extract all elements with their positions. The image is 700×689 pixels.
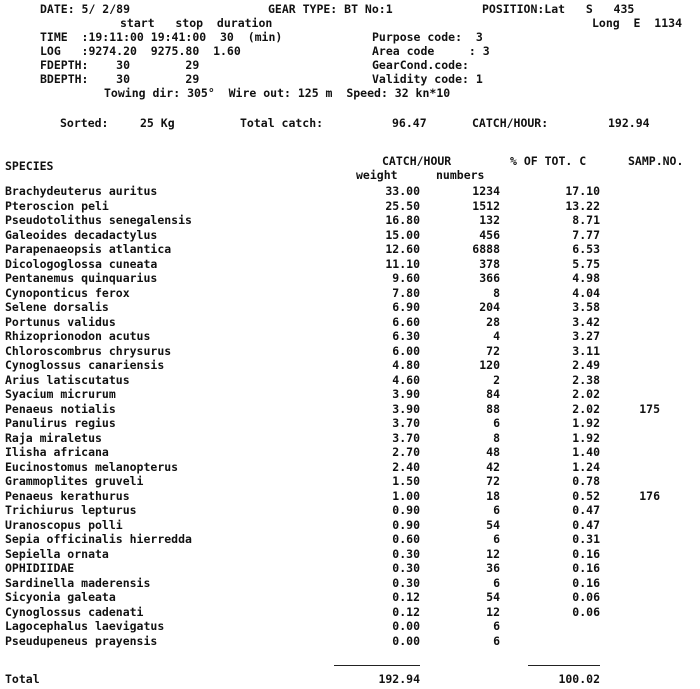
numbers-cell: 378	[479, 256, 500, 271]
weight-cell: 0.12	[392, 590, 420, 604]
species-cell: Penaeus notialis	[5, 401, 116, 416]
species-cell: Parapenaeopsis atlantica	[5, 242, 172, 256]
catch-hour-value: 192.94	[608, 116, 650, 130]
percent-cell: 13.22	[565, 198, 600, 213]
area-code-line: Area code : 3	[372, 44, 490, 58]
weight-cell: 1.50	[392, 474, 420, 488]
weight-cell: 2.70	[392, 445, 420, 459]
weight-cell: 1.00	[392, 488, 420, 503]
species-cell: Rhizoprionodon acutus	[5, 329, 151, 343]
position-line: POSITION:Lat S 435	[482, 2, 635, 16]
percent-cell: 2.49	[572, 358, 600, 372]
table-row	[0, 504, 700, 518]
numbers-cell: 366	[479, 271, 500, 285]
numbers-cell: 72	[486, 343, 500, 358]
table-row	[0, 229, 700, 243]
percent-cell: 2.38	[572, 372, 600, 387]
table-row	[0, 519, 700, 533]
sample-number-header: SAMP.NO.	[628, 154, 684, 168]
percent-cell: 1.92	[572, 430, 600, 445]
table-row	[0, 185, 700, 199]
numbers-cell: 456	[479, 227, 500, 242]
weight-header: weight	[356, 168, 398, 182]
weight-cell: 6.00	[392, 343, 420, 358]
gear-cond-line: GearCond.code:	[372, 58, 469, 72]
sorted-label: Sorted:	[60, 116, 109, 130]
species-cell: Selene dorsalis	[5, 300, 109, 314]
weight-cell: 11.10	[385, 256, 420, 271]
species-cell: Sardinella maderensis	[5, 575, 151, 590]
catch-hour-label: CATCH/HOUR:	[472, 116, 549, 130]
table-row	[0, 243, 700, 257]
log-line: LOG :9274.20 9275.80 1.60	[40, 44, 241, 58]
species-cell: Lagocephalus laevigatus	[5, 619, 165, 633]
purpose-code-line: Purpose code: 3	[372, 30, 483, 44]
weight-cell: 0.00	[392, 619, 420, 633]
percent-cell: 0.78	[572, 474, 600, 488]
species-cell: Sepia officinalis hierredda	[5, 532, 192, 546]
table-row	[0, 345, 700, 359]
weight-cell: 3.70	[392, 416, 420, 430]
percent-cell: 2.02	[572, 387, 600, 401]
numbers-cell: 132	[479, 213, 500, 227]
weight-cell: 3.70	[392, 430, 420, 445]
percent-cell: 0.31	[572, 532, 600, 546]
total-catch-label: Total catch:	[240, 116, 324, 130]
weight-cell: 0.90	[392, 503, 420, 517]
weight-cell: 4.80	[392, 358, 420, 372]
numbers-cell: 12	[486, 546, 500, 561]
percent-cell: 3.58	[572, 300, 600, 314]
table-row	[0, 330, 700, 344]
species-cell: Cynoponticus ferox	[5, 285, 130, 300]
weight-cell: 9.60	[392, 271, 420, 285]
percent-cell: 4.98	[572, 271, 600, 285]
numbers-cell: 8	[493, 430, 500, 445]
total-label: Total	[5, 672, 40, 686]
numbers-cell: 2	[493, 372, 500, 387]
numbers-cell: 8	[493, 285, 500, 300]
species-cell: Pseudotolithus senegalensis	[5, 213, 192, 227]
pct-total-header: % OF TOT. C	[510, 154, 587, 168]
table-row	[0, 432, 700, 446]
table-row	[0, 417, 700, 431]
numbers-cell: 12	[486, 604, 500, 619]
species-cell: Raja miraletus	[5, 430, 102, 445]
table-row	[0, 635, 700, 649]
table-row	[0, 258, 700, 272]
species-header: SPECIES	[5, 159, 54, 173]
total-weight: 192.94	[378, 672, 420, 686]
species-cell: Cynoglossus canariensis	[5, 358, 165, 372]
species-cell: Ilisha africana	[5, 445, 109, 459]
weight-total-rule	[334, 665, 420, 666]
species-cell: Grammoplites gruveli	[5, 474, 144, 488]
percent-cell: 2.02	[572, 401, 600, 416]
percent-cell: 3.11	[572, 343, 600, 358]
numbers-cell: 6	[493, 633, 500, 648]
species-cell: Syacium micrurum	[5, 387, 116, 401]
weight-cell: 2.40	[392, 459, 420, 474]
table-row	[0, 475, 700, 489]
percent-cell: 0.47	[572, 517, 600, 532]
numbers-header: numbers	[436, 168, 485, 182]
table-row	[0, 272, 700, 286]
table-row	[0, 606, 700, 620]
species-cell: Uranoscopus polli	[5, 517, 123, 532]
table-row	[0, 446, 700, 460]
weight-cell: 7.80	[392, 285, 420, 300]
numbers-cell: 6	[493, 532, 500, 546]
column-heads: start stop duration	[120, 16, 273, 30]
weight-cell: 0.00	[392, 633, 420, 648]
numbers-cell: 6	[493, 575, 500, 590]
date-line: DATE: 5/ 2/89	[40, 2, 131, 16]
sorted-value: 25 Kg	[140, 116, 175, 130]
species-cell: Dicologoglossa cuneata	[5, 256, 158, 271]
numbers-cell: 204	[479, 300, 500, 314]
gear-type-line: GEAR TYPE: BT No:1	[268, 2, 393, 16]
table-row	[0, 403, 700, 417]
weight-cell: 3.90	[392, 401, 420, 416]
catch-hour-header: CATCH/HOUR	[382, 154, 452, 168]
weight-cell: 16.80	[385, 213, 420, 227]
numbers-cell: 120	[479, 358, 500, 372]
percent-cell: 0.47	[572, 503, 600, 517]
table-row	[0, 301, 700, 315]
weight-cell: 15.00	[385, 227, 420, 242]
numbers-cell: 72	[486, 474, 500, 488]
towing-line: Towing dir: 305° Wire out: 125 m Speed: 32 kn*10	[104, 86, 451, 100]
bdepth-line: BDEPTH: 30 29	[40, 72, 200, 86]
table-row	[0, 548, 700, 562]
numbers-cell: 6	[493, 503, 500, 517]
sample-number-cell: 175	[639, 401, 660, 416]
species-cell: Pteroscion peli	[5, 198, 109, 213]
table-row	[0, 388, 700, 402]
table-row	[0, 461, 700, 475]
table-row	[0, 562, 700, 576]
percent-cell: 7.77	[572, 227, 600, 242]
percent-cell: 1.40	[572, 445, 600, 459]
species-cell: Pseudupeneus prayensis	[5, 633, 158, 648]
species-cell: Trichiurus lepturus	[5, 503, 137, 517]
weight-cell: 0.30	[392, 575, 420, 590]
species-cell: Panulirus regius	[5, 416, 116, 430]
numbers-cell: 6888	[472, 242, 500, 256]
table-row	[0, 287, 700, 301]
table-row	[0, 214, 700, 228]
weight-cell: 0.30	[392, 546, 420, 561]
percent-cell: 1.92	[572, 416, 600, 430]
total-percent: 100.02	[558, 672, 600, 686]
weight-cell: 33.00	[385, 184, 420, 198]
table-row	[0, 359, 700, 373]
table-row	[0, 620, 700, 634]
numbers-cell: 84	[486, 387, 500, 401]
table-row	[0, 316, 700, 330]
species-cell: Pentanemus quinquarius	[5, 271, 158, 285]
weight-cell: 6.90	[392, 300, 420, 314]
sample-number-cell: 176	[639, 488, 660, 503]
species-cell: Cynoglossus cadenati	[5, 604, 144, 619]
weight-cell: 3.90	[392, 387, 420, 401]
percent-cell: 3.27	[572, 329, 600, 343]
table-row	[0, 577, 700, 591]
numbers-cell: 88	[486, 401, 500, 416]
weight-cell: 6.30	[392, 329, 420, 343]
percent-cell: 3.42	[572, 314, 600, 329]
species-cell: Sepiella ornata	[5, 546, 109, 561]
percent-cell: 4.04	[572, 285, 600, 300]
weight-cell: 0.12	[392, 604, 420, 619]
numbers-cell: 4	[493, 329, 500, 343]
percent-cell: 0.16	[572, 546, 600, 561]
weight-cell: 0.30	[392, 561, 420, 575]
species-cell: Galeoides decadactylus	[5, 227, 158, 242]
table-row	[0, 490, 700, 504]
species-cell: OPHIDIIDAE	[5, 561, 75, 575]
percent-cell: 0.06	[572, 590, 600, 604]
numbers-cell: 48	[486, 445, 500, 459]
species-cell: Chloroscombrus chrysurus	[5, 343, 172, 358]
longitude-line: Long E 1134	[592, 16, 683, 30]
numbers-cell: 6	[493, 416, 500, 430]
weight-cell: 0.60	[392, 532, 420, 546]
weight-cell: 0.90	[392, 517, 420, 532]
weight-cell: 6.60	[392, 314, 420, 329]
percent-cell: 0.16	[572, 561, 600, 575]
numbers-cell: 54	[486, 590, 500, 604]
weight-cell: 4.60	[392, 372, 420, 387]
percent-cell: 0.06	[572, 604, 600, 619]
time-line: TIME :19:11:00 19:41:00 30 (min)	[40, 30, 283, 44]
percent-cell: 6.53	[572, 242, 600, 256]
percent-cell: 8.71	[572, 213, 600, 227]
weight-cell: 12.60	[385, 242, 420, 256]
percent-cell: 1.24	[572, 459, 600, 474]
table-row	[0, 200, 700, 214]
percent-cell: 17.10	[565, 184, 600, 198]
species-cell: Arius latiscutatus	[5, 372, 130, 387]
total-catch-value: 96.47	[392, 116, 427, 130]
species-cell: Sicyonia galeata	[5, 590, 116, 604]
percent-cell: 5.75	[572, 256, 600, 271]
table-row	[0, 533, 700, 547]
pct-total-rule	[528, 665, 600, 666]
table-row	[0, 374, 700, 388]
numbers-cell: 18	[486, 488, 500, 503]
fdepth-line: FDEPTH: 30 29	[40, 58, 200, 72]
percent-cell: 0.16	[572, 575, 600, 590]
numbers-cell: 28	[486, 314, 500, 329]
numbers-cell: 54	[486, 517, 500, 532]
species-cell: Portunus validus	[5, 314, 116, 329]
validity-code-line: Validity code: 1	[372, 72, 483, 86]
numbers-cell: 1234	[472, 184, 500, 198]
species-cell: Brachydeuterus auritus	[5, 184, 158, 198]
percent-cell: 0.52	[572, 488, 600, 503]
table-row	[0, 591, 700, 605]
species-cell: Penaeus kerathurus	[5, 488, 130, 503]
numbers-cell: 6	[493, 619, 500, 633]
numbers-cell: 1512	[472, 198, 500, 213]
numbers-cell: 36	[486, 561, 500, 575]
weight-cell: 25.50	[385, 198, 420, 213]
numbers-cell: 42	[486, 459, 500, 474]
species-cell: Eucinostomus melanopterus	[5, 459, 179, 474]
